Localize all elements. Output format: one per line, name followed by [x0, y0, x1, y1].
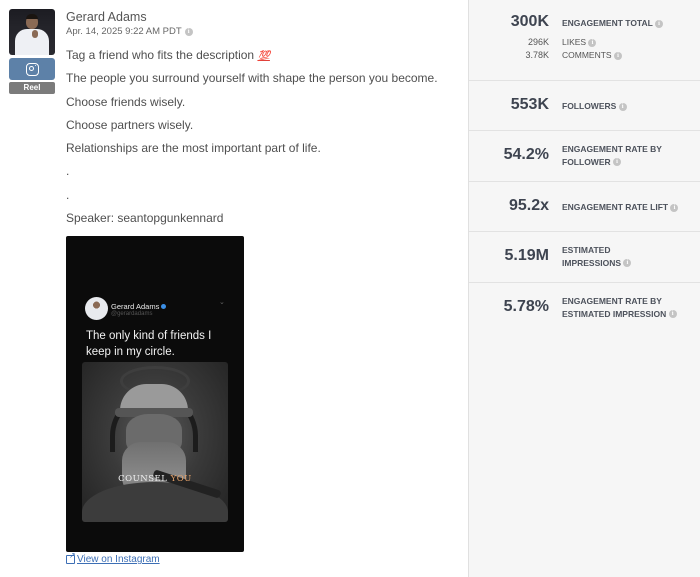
caption-line: . — [66, 187, 70, 202]
metric-estimated-impressions: 5.19M ESTIMATED IMPRESSIONS i — [469, 232, 700, 283]
author-name[interactable]: Gerard Adams — [66, 10, 147, 24]
caption-line: Speaker: seantopgunkennard — [66, 211, 224, 226]
caption-line: Choose partners wisely. — [66, 117, 194, 132]
info-icon[interactable]: i — [619, 103, 627, 111]
caption-line: The people you surround yourself with shape the person you become. — [66, 71, 438, 86]
info-icon[interactable]: i — [670, 204, 678, 212]
verified-badge-icon — [161, 304, 166, 309]
post-date-text: Apr. 14, 2025 9:22 AM PDT — [66, 26, 182, 37]
tweet-avatar — [85, 297, 108, 320]
author-avatar[interactable] — [9, 9, 55, 55]
info-icon[interactable]: i — [669, 310, 677, 318]
platform-badge-instagram[interactable] — [9, 58, 55, 80]
caption-line: . — [66, 164, 70, 179]
tweet-author: Gerard Adams — [111, 302, 166, 311]
metrics-panel — [468, 0, 700, 577]
post-media-thumbnail[interactable] — [66, 236, 244, 552]
info-icon[interactable]: i — [655, 20, 663, 28]
metric-followers: 553K FOLLOWERS i — [469, 81, 700, 131]
post-type-badge: Reel — [9, 82, 55, 94]
post-caption — [66, 47, 461, 233]
video-frame — [82, 362, 228, 522]
tweet-text: The only kind of friends I keep in my circle. — [86, 330, 212, 358]
metric-engagement-rate-follower: 54.2% ENGAGEMENT RATE BY FOLLOWER i — [469, 131, 700, 182]
caption-line: Relationships are the most important part of life. — [66, 141, 321, 156]
info-icon[interactable]: i — [623, 259, 631, 267]
instagram-icon — [26, 63, 39, 76]
caption-line: Choose friends wisely. — [66, 94, 186, 109]
metric-engagement-total: 300K ENGAGEMENT TOTAL i 296K LIKES i 3.78K COMMENTS i — [469, 0, 700, 81]
tweet-handle: @gerardadams — [111, 311, 153, 317]
avatar-hand — [32, 30, 38, 38]
comments-value: 3.78K — [525, 50, 549, 60]
info-icon[interactable]: i — [614, 52, 622, 60]
metric-engagement-rate-impression: 5.78% ENGAGEMENT RATE BY ESTIMATED IMPRESSION i — [469, 283, 700, 334]
likes-value: 296K — [527, 37, 549, 47]
view-on-instagram-link[interactable]: ↗ View on Instagram — [66, 554, 160, 565]
metric-engagement-rate-lift: 95.2x ENGAGEMENT RATE LIFT i — [469, 182, 700, 232]
info-icon[interactable]: i — [185, 28, 193, 36]
info-icon[interactable]: i — [613, 158, 621, 166]
hundred-points-icon: 💯 — [257, 51, 270, 62]
info-icon[interactable]: i — [588, 39, 596, 47]
likes-label: LIKES i — [562, 37, 596, 47]
comments-label: COMMENTS i — [562, 50, 622, 60]
video-caption: COUNSEL YOU — [118, 474, 192, 484]
avatar-hair — [26, 14, 38, 19]
external-link-icon — [66, 555, 75, 564]
post-date — [66, 26, 193, 37]
chevron-down-icon: ⌄ — [219, 298, 225, 306]
caption-line: Tag a friend who fits the description 💯 — [66, 48, 270, 62]
